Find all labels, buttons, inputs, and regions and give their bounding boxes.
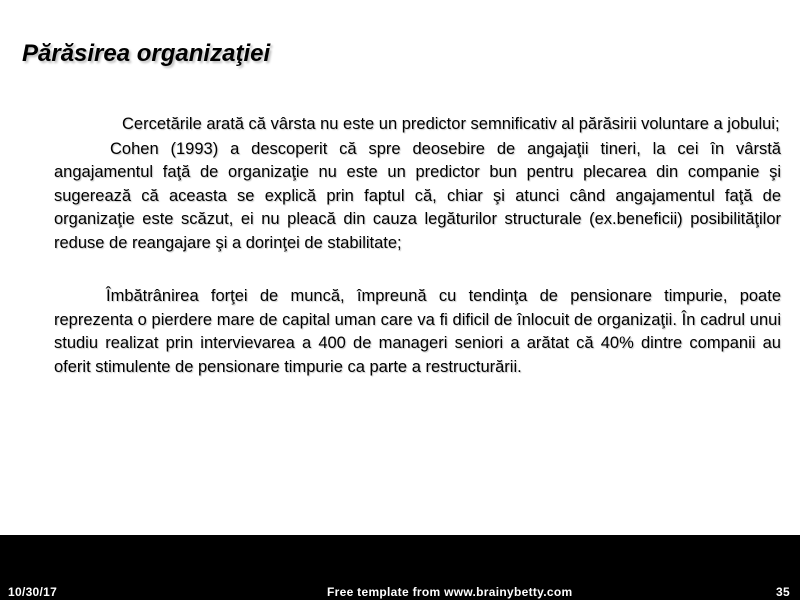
paragraph-age-predictor-emphasis: vârsta nu este un predictor semnificativ al părăsirii voluntare a jobului; bbox=[270, 115, 780, 133]
slide-title: Părăsirea organizaţiei bbox=[22, 40, 271, 67]
footer-page-number: 35 bbox=[776, 585, 790, 599]
slide-body bbox=[54, 113, 781, 379]
paragraph-cohen-study-rest: nu este un predictor bun pentru plecarea din companie şi sugerează că aceasta se explică prin faptul că, chiar şi atunci când angajamentul faţă de organizaţie este scăzut, ei nu pleacă din cauza legăturilor structurale (ex.beneficii) posibilităţilor reduse de reangajare şi a dorinţei de stabilitate; bbox=[54, 163, 781, 252]
paragraph-workforce-aging: Îmbătrânirea forţei de muncă, împreună cu tendinţa de pensionare timpurie, poate reprezenta o pierdere mare de capital uman care va fi dificil de înlocuit de organizaţii. În cadrul unui studiu realizat prin intervievarea a 400 de manageri seniori a arătat că 40% dintre companii au oferit stimulente de pensionare timpurie ca parte a restructurării. bbox=[54, 287, 781, 376]
paragraph-cohen-study bbox=[54, 138, 781, 256]
footer-bar bbox=[0, 535, 800, 600]
footer-date: 10/30/17 bbox=[8, 585, 58, 599]
paragraph-age-predictor bbox=[54, 113, 781, 137]
footer-template-credit: Free template from www.brainybetty.com bbox=[327, 585, 573, 599]
paragraph-age-predictor-intro: Cercetările arată că bbox=[122, 115, 271, 133]
paragraph-cohen-study-emphasis: angajamentul faţă de organizaţie bbox=[54, 163, 309, 181]
paragraph-cohen-study-intro: Cohen (1993) a descoperit că spre deosebire de angajaţii tineri, la cei în vârstă bbox=[110, 139, 781, 158]
